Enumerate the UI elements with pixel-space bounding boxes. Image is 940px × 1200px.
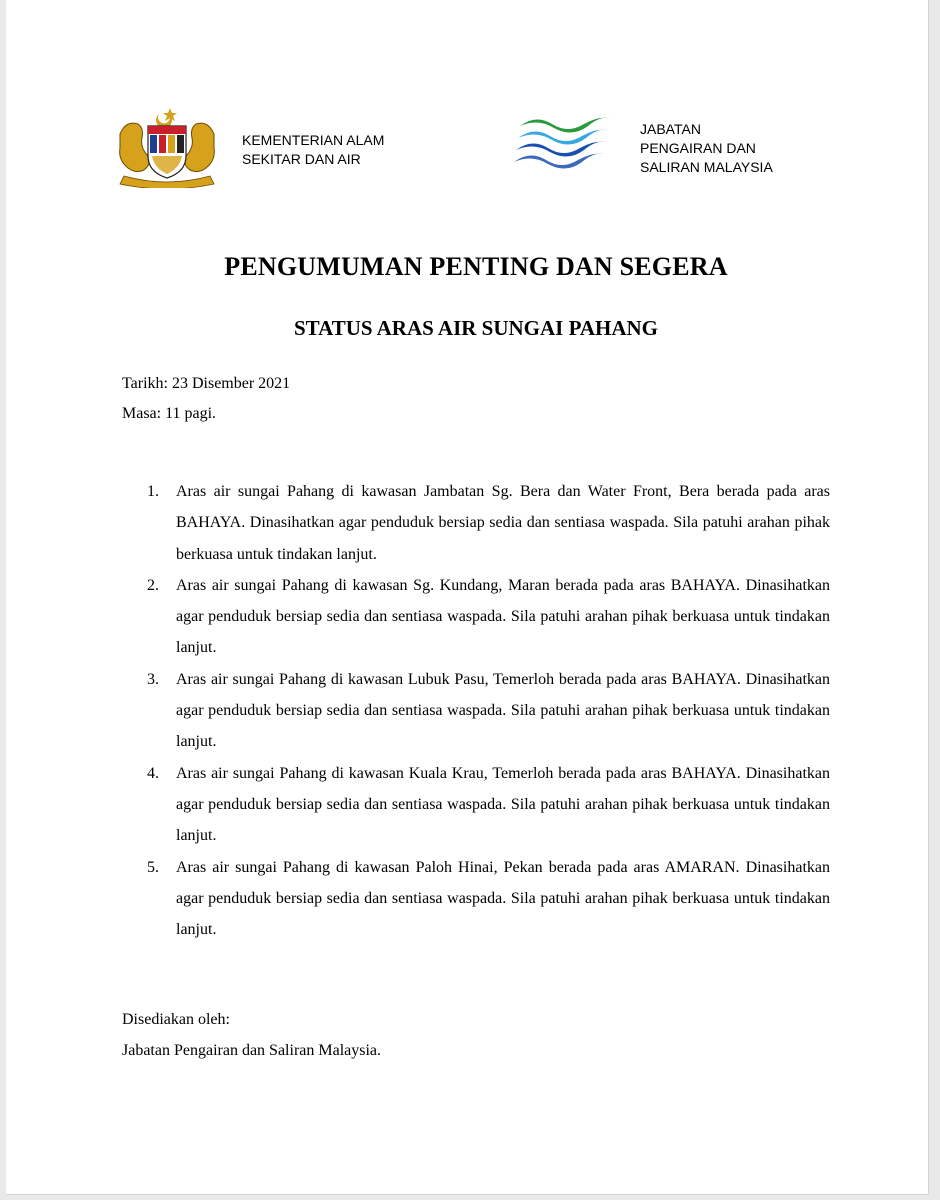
- item-number: 1.: [147, 483, 159, 500]
- list-item: [122, 476, 830, 570]
- item-text: Aras air sungai Pahang di kawasan Jambatan Sg. Bera dan Water Front, Bera berada pada aras BAHAYA. Dinasihatkan agar penduduk bersiap sedia dan sentiasa waspada. Sila patuhi arahan pihak berkuasa untuk tindakan lanjut.: [176, 483, 830, 563]
- item-number: 5.: [147, 858, 159, 876]
- jps-wave-logo: [514, 110, 618, 170]
- department-name-line: SALIRAN MALAYSIA: [640, 159, 773, 175]
- announcement-meta: [122, 369, 290, 429]
- ministry-name-line: SEKITAR DAN AIR: [242, 151, 361, 167]
- ministry-name: [242, 131, 384, 169]
- announcement-subtitle: STATUS ARAS AIR SUNGAI PAHANG: [293, 316, 659, 340]
- time-line: Masa: 11 pagi.: [122, 405, 217, 422]
- item-number: 4.: [147, 764, 159, 782]
- item-text: Aras air sungai Pahang di kawasan Lubuk Pasu, Temerloh berada pada aras BAHAYA. Dinasihatkan agar penduduk bersiap sedia dan sentiasa waspada. Sila patuhi arahan pihak berkuasa untuk tindakan lanjut.: [176, 670, 830, 751]
- list-item: [122, 570, 830, 664]
- list-item: [122, 852, 830, 946]
- status-list: [122, 476, 830, 945]
- list-item: [122, 758, 830, 852]
- item-number: 2.: [147, 576, 159, 594]
- department-name-line: JABATAN: [640, 121, 701, 137]
- document-page: [6, 0, 929, 1195]
- item-text: Aras air sungai Pahang di kawasan Kuala Krau, Temerloh berada pada aras BAHAYA. Dinasihatkan agar penduduk bersiap sedia dan sentiasa waspada. Sila patuhi arahan pihak berkuasa untuk tindakan lanjut.: [176, 764, 830, 845]
- prepared-by: Jabatan Pengairan dan Saliran Malaysia.: [122, 1042, 382, 1059]
- coat-of-arms-logo: [114, 104, 220, 188]
- date-line: Tarikh: 23 Disember 2021: [122, 375, 291, 392]
- ministry-name-line: KEMENTERIAN ALAM: [242, 132, 385, 148]
- item-text: Aras air sungai Pahang di kawasan Sg. Kundang, Maran berada pada aras BAHAYA. Dinasihatkan agar penduduk bersiap sedia dan sentiasa waspada. Sila patuhi arahan pihak berkuasa untuk tindakan lanjut.: [176, 576, 830, 657]
- list-item: [122, 664, 830, 758]
- prepared-by-block: [122, 1004, 381, 1066]
- announcement-title: PENGUMUMAN PENTING DAN SEGERA: [224, 252, 728, 281]
- department-name-line: PENGAIRAN DAN: [640, 140, 756, 156]
- department-name: [640, 120, 773, 177]
- item-text: Aras air sungai Pahang di kawasan Paloh Hinai, Pekan berada pada aras AMARAN. Dinasihatkan agar penduduk bersiap sedia dan sentiasa waspada. Sila patuhi arahan pihak berkuasa untuk tindakan lanjut.: [176, 858, 830, 939]
- item-number: 3.: [147, 670, 159, 688]
- prepared-label: Disediakan oleh:: [122, 1011, 230, 1028]
